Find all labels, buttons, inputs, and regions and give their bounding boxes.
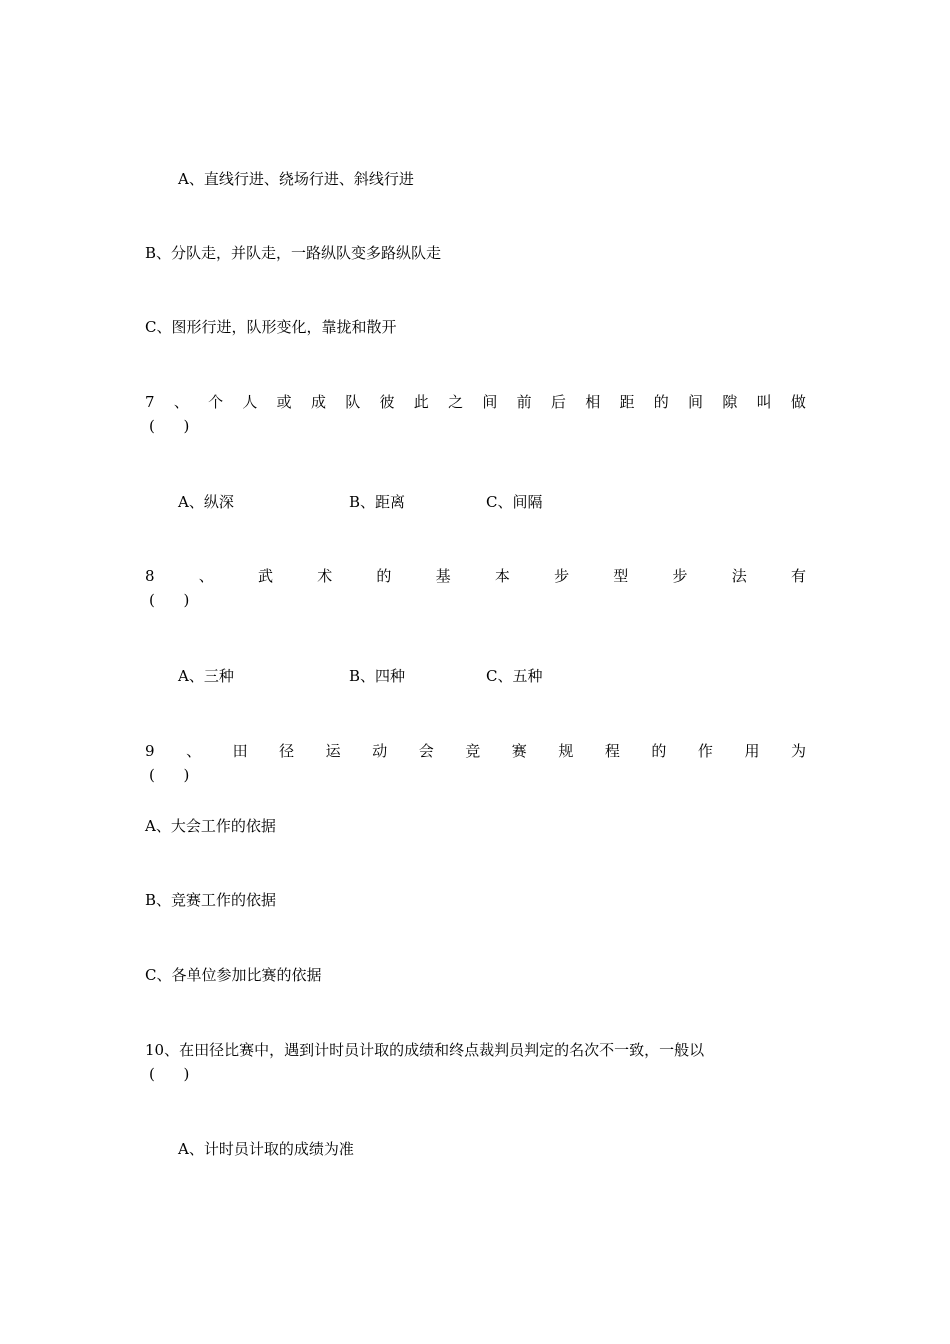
q6-option-c: C、图形行进，队形变化，靠拢和散开 [145,318,397,336]
q7-char: 7 [145,393,155,411]
q7-char: 彼 [379,393,395,411]
q6-option-b: B、分队走，并队走，一路纵队变多路纵队走 [145,244,442,262]
q8-char: 步 [554,567,570,585]
q7-char: 做 [790,393,806,411]
q9-char: 9 [145,742,155,760]
q8-question [145,567,806,585]
q7-char: 队 [345,393,361,411]
q7-char: 前 [516,393,532,411]
q7-char: 或 [276,393,292,411]
q6-option-a: A、直线行进、绕场行进、斜线行进 [178,170,414,188]
q7-char: 个 [208,393,224,411]
q7-char: 人 [242,393,258,411]
q7-char: 后 [550,393,566,411]
q8-char: 法 [731,567,747,585]
q9-char: 作 [697,742,713,760]
q8-option-c: C、五种 [486,667,543,685]
q7-option-a: A、纵深 [178,493,234,511]
q9-option-a: A、大会工作的依据 [145,817,276,835]
q9-char: 、 [186,742,202,760]
q9-char: 运 [325,742,341,760]
q9-char: 为 [790,742,806,760]
q9-char: 的 [651,742,667,760]
q7-char: 、 [173,393,189,411]
q8-char: 、 [198,567,214,585]
q9-char: 程 [604,742,620,760]
q7-char: 此 [413,393,429,411]
q8-char: 型 [613,567,629,585]
q8-char: 有 [790,567,806,585]
q8-char: 的 [376,567,392,585]
q9-answer-blank: ( ) [149,766,190,784]
q10-answer-blank: ( ) [149,1065,190,1083]
q9-option-c: C、各单位参加比赛的依据 [145,966,322,984]
q9-char: 用 [744,742,760,760]
q9-char: 径 [279,742,295,760]
q9-option-b: B、竞赛工作的依据 [145,891,277,909]
q8-char: 本 [494,567,510,585]
q8-char: 基 [435,567,451,585]
q7-char: 之 [448,393,464,411]
q8-char: 步 [672,567,688,585]
q9-char: 动 [372,742,388,760]
q9-char: 会 [418,742,434,760]
q9-char: 田 [232,742,248,760]
q7-char: 的 [653,393,669,411]
q7-char: 距 [619,393,635,411]
q7-char: 相 [585,393,601,411]
q8-char: 8 [145,567,155,585]
q7-option-b: B、距离 [349,493,406,511]
q9-char: 规 [558,742,574,760]
q7-char: 隙 [722,393,738,411]
q8-option-b: B、四种 [349,667,406,685]
q8-answer-blank: ( ) [149,591,190,609]
q8-char: 武 [257,567,273,585]
q8-char: 术 [317,567,333,585]
q9-char: 赛 [511,742,527,760]
q7-char: 间 [688,393,704,411]
q7-char: 叫 [756,393,772,411]
q7-option-c: C、间隔 [486,493,543,511]
q7-question [145,393,806,411]
q7-char: 间 [482,393,498,411]
q10-option-a: A、计时员计取的成绩为准 [178,1140,354,1158]
q9-question [145,742,806,760]
q9-char: 竞 [465,742,481,760]
q10-question: 10、在田径比赛中，遇到计时员计取的成绩和终点裁判员判定的名次不一致，一般以 [145,1041,705,1059]
q8-option-a: A、三种 [178,667,234,685]
q7-answer-blank: ( ) [149,417,190,435]
q7-char: 成 [310,393,326,411]
